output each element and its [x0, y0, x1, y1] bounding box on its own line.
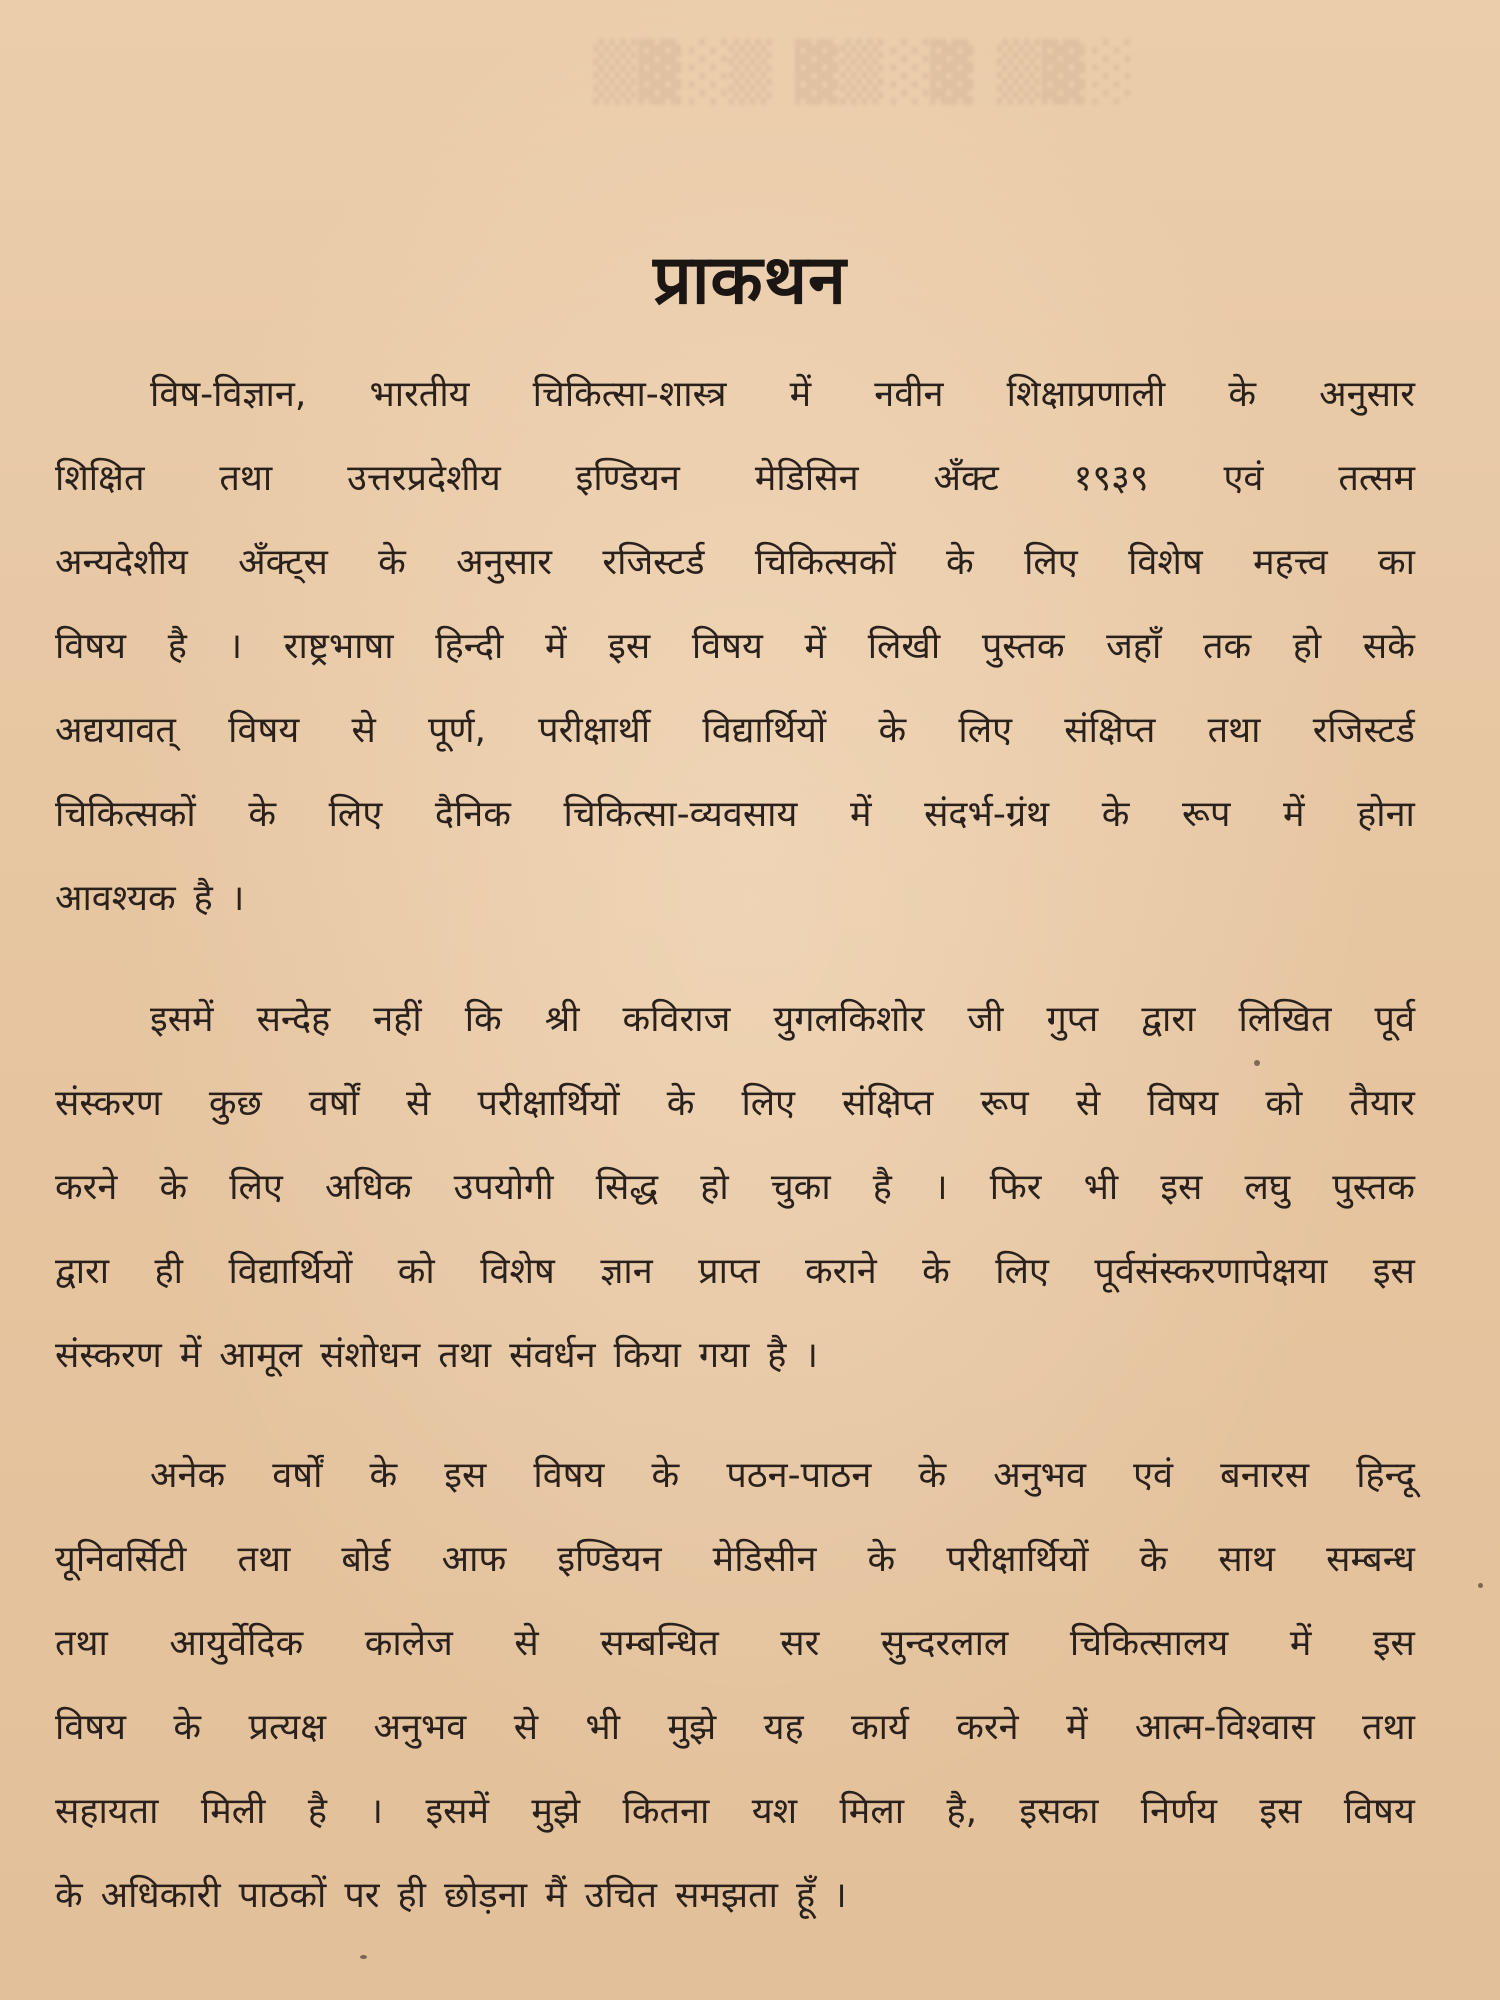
word: विशेष: [480, 1251, 555, 1292]
word: बनारस: [1220, 1455, 1310, 1496]
word: समझता: [675, 1875, 778, 1916]
word: द्वारा: [1141, 999, 1196, 1040]
word: पठन-पाठन: [726, 1455, 872, 1496]
word: है: [872, 1167, 892, 1208]
word: कराने: [805, 1251, 877, 1292]
word: चिकित्सकों: [55, 794, 196, 835]
word: इण्डियन: [575, 458, 680, 499]
word: शिक्षाप्रणाली: [1006, 374, 1166, 415]
word: विषय: [228, 710, 300, 751]
paragraph-line: [55, 773, 1415, 857]
word: रूप: [1182, 794, 1231, 835]
word: सके: [1362, 626, 1415, 667]
word: लिए: [1024, 542, 1078, 583]
word: है: [193, 878, 213, 919]
word: तक: [1202, 626, 1252, 667]
word: के: [369, 1455, 398, 1496]
word: लिए: [995, 1251, 1049, 1292]
word: मुझे: [667, 1707, 717, 1748]
word: कार्य: [850, 1707, 909, 1748]
word: संदर्भ-ग्रंथ: [924, 794, 1050, 835]
word: वर्षों: [308, 1083, 359, 1124]
word: कि: [464, 999, 502, 1040]
word: आयुर्वेदिक: [169, 1623, 304, 1664]
word: पूर्व: [1374, 999, 1415, 1040]
word: उचित: [584, 1875, 658, 1916]
word: इसमें: [150, 999, 214, 1040]
word: विशेष: [1128, 542, 1203, 583]
page-title: प्राकथन: [653, 241, 847, 320]
word: तथा: [219, 458, 273, 499]
word: भी: [585, 1707, 621, 1748]
word: यह: [763, 1707, 804, 1748]
word: पूर्वसंस्करणापेक्षया: [1094, 1251, 1328, 1292]
word: विद्यार्थियों: [702, 710, 827, 751]
word: यूनिवर्सिटी: [55, 1539, 187, 1580]
word: तथा: [1207, 710, 1261, 751]
word: बोर्ड: [341, 1539, 391, 1580]
word: ही: [154, 1251, 183, 1292]
word: इसका: [1019, 1791, 1099, 1832]
word: ।: [933, 1167, 948, 1208]
word: गुप्त: [1046, 999, 1099, 1040]
word: एवं: [1223, 458, 1264, 499]
word: ।: [833, 1875, 847, 1916]
word: है: [307, 1791, 328, 1832]
word: है,: [946, 1791, 978, 1832]
word: नहीं: [373, 999, 422, 1040]
word: रजिस्टर्ड: [602, 542, 705, 583]
word: आफ: [441, 1539, 507, 1580]
word: फिर: [989, 1167, 1042, 1208]
word: लिखी: [867, 626, 941, 667]
word: हिन्दू: [1356, 1455, 1415, 1496]
paragraph-line: [55, 353, 1415, 437]
word: परीक्षार्थी: [538, 710, 651, 751]
word: राष्ट्रभाषा: [283, 626, 394, 667]
word: मिला: [839, 1791, 905, 1832]
word: लिखित: [1238, 999, 1332, 1040]
word: से: [406, 1083, 431, 1124]
word: में: [804, 626, 827, 667]
word: विष-विज्ञान,: [150, 374, 307, 415]
word: अन्यदेशीय: [55, 542, 188, 583]
word: में: [1289, 1623, 1312, 1664]
word: ।: [369, 1791, 384, 1832]
word: मेडिसिन: [754, 458, 859, 499]
paragraph-line: [55, 1770, 1415, 1854]
word: विषय: [691, 626, 763, 667]
show-through-text: ░▓▒ ▓░▒▓ ▒░▓▒: [591, 40, 1130, 105]
word: मेडिसीन: [712, 1539, 817, 1580]
word: तथा: [1362, 1707, 1415, 1748]
word: इण्डियन: [557, 1539, 662, 1580]
paragraph-line: [55, 1230, 1415, 1314]
paragraph-2: [55, 978, 1415, 1398]
word: शिक्षित: [55, 458, 145, 499]
word: महत्त्व: [1253, 542, 1328, 583]
word: के: [946, 542, 974, 583]
word: सहायता: [55, 1791, 159, 1832]
word: उत्तरप्रदेशीय: [347, 458, 501, 499]
word: संक्षिप्त: [842, 1083, 934, 1124]
word: में: [1283, 794, 1305, 835]
word: परीक्षार्थियों: [946, 1539, 1089, 1580]
word: ज्ञान: [600, 1251, 653, 1292]
word: प्राप्त: [698, 1251, 760, 1292]
word: कालेज: [364, 1623, 453, 1664]
word: के: [922, 1251, 950, 1292]
word: के: [248, 794, 277, 835]
word: संस्करण: [55, 1083, 162, 1124]
word: सर: [780, 1623, 820, 1664]
word: गया: [698, 1335, 750, 1376]
word: के: [1139, 1539, 1168, 1580]
word: सन्देह: [256, 999, 331, 1040]
word: मुझे: [531, 1791, 581, 1832]
paper-speck: [1478, 1583, 1483, 1588]
word: आवश्यक: [55, 878, 176, 919]
word: संक्षिप्त: [1064, 710, 1156, 751]
word: में: [849, 794, 872, 835]
word: इसमें: [425, 1791, 489, 1832]
word: सम्बन्धित: [600, 1623, 719, 1664]
paragraph-line: [55, 437, 1415, 521]
word: पुस्तक: [981, 626, 1065, 667]
word: अँक्ट: [933, 458, 999, 499]
word: का: [1377, 542, 1415, 583]
paragraph-line: [55, 689, 1415, 773]
word: अधिक: [324, 1167, 412, 1208]
word: इस: [1259, 1791, 1302, 1832]
word: हिन्दी: [435, 626, 504, 667]
word: ही: [397, 1875, 426, 1916]
word: पुस्तक: [1332, 1167, 1415, 1208]
word: श्री: [544, 999, 580, 1040]
word: से: [1075, 1083, 1101, 1124]
word: तथा: [237, 1539, 291, 1580]
word: के: [651, 1455, 680, 1496]
word: के: [918, 1455, 947, 1496]
word: संस्करण: [55, 1335, 162, 1376]
word: ।: [228, 626, 243, 667]
paragraph-line: [55, 978, 1415, 1062]
word: लघु: [1244, 1167, 1291, 1208]
word: से: [513, 1707, 539, 1748]
word: इस: [1372, 1623, 1415, 1664]
word: को: [1265, 1083, 1303, 1124]
word: अँक्ट्स: [238, 542, 328, 583]
word: ।: [804, 1335, 819, 1376]
word: तथा: [438, 1335, 492, 1376]
word: पाठकों: [238, 1875, 327, 1916]
word: जी: [967, 999, 1004, 1040]
word: पूर्ण,: [428, 710, 486, 751]
word: मिली: [200, 1791, 266, 1832]
word: एवं: [1133, 1455, 1174, 1496]
word: तैयार: [1349, 1083, 1415, 1124]
word: में: [544, 626, 567, 667]
word: आत्म-विश्वास: [1134, 1707, 1315, 1748]
word: जहाँ: [1106, 626, 1162, 667]
word: में: [789, 374, 812, 415]
word: कविराज: [622, 999, 731, 1040]
paragraph-line: [55, 857, 1415, 941]
word: संवर्धन: [509, 1335, 596, 1376]
word: इस: [444, 1455, 487, 1496]
paragraph-line: [55, 1602, 1415, 1686]
word: को: [397, 1251, 435, 1292]
word: रजिस्टर्ड: [1312, 710, 1415, 751]
word: चिकित्सा-शास्त्र: [532, 374, 727, 415]
paragraph-line: [55, 521, 1415, 605]
word: विषय: [55, 1707, 127, 1748]
word: मैं: [545, 1875, 567, 1916]
paragraph-3: [55, 1434, 1415, 1938]
word: के: [878, 710, 907, 751]
word: निर्णय: [1140, 1791, 1218, 1832]
word: है: [767, 1335, 787, 1376]
paragraph-line: [55, 1062, 1415, 1146]
word: अद्ययावत्: [55, 710, 176, 751]
word: है: [167, 626, 187, 667]
word: अनुसार: [1319, 374, 1415, 415]
word: पर: [344, 1875, 380, 1916]
word: विषय: [55, 626, 127, 667]
word: हो: [700, 1167, 729, 1208]
word: संशोधन: [320, 1335, 421, 1376]
word: अनुभव: [373, 1707, 467, 1748]
paragraph-line: [55, 1146, 1415, 1230]
paragraph-line: [55, 1686, 1415, 1770]
word: तत्सम: [1338, 458, 1415, 499]
word: रूप: [980, 1083, 1029, 1124]
word: होना: [1357, 794, 1415, 835]
word: लिए: [958, 710, 1013, 751]
paragraph-line: [55, 605, 1415, 689]
word: करने: [956, 1707, 1019, 1748]
paper-speck: [1254, 1060, 1260, 1066]
word: अनुसार: [456, 542, 553, 583]
word: नवीन: [874, 374, 944, 415]
word: से: [351, 710, 376, 751]
word: १९३९: [1073, 458, 1149, 499]
word: दैनिक: [434, 794, 511, 835]
word: यश: [751, 1791, 798, 1832]
word: प्रत्यक्ष: [248, 1707, 327, 1748]
word: चिकित्सालय: [1069, 1623, 1229, 1664]
word: आमूल: [219, 1335, 303, 1376]
word: के: [173, 1707, 202, 1748]
word: के: [867, 1539, 896, 1580]
paragraph-line: [55, 1854, 1415, 1938]
word: इस: [1160, 1167, 1203, 1208]
word: युगलकिशोर: [773, 999, 925, 1040]
word: विषय: [533, 1455, 605, 1496]
word: अनेक: [150, 1455, 226, 1496]
word: में: [1065, 1707, 1088, 1748]
word: के: [1228, 374, 1256, 415]
word: विषय: [1343, 1791, 1415, 1832]
word: में: [179, 1335, 202, 1376]
word: सिद्ध: [595, 1167, 659, 1208]
word: सम्बन्ध: [1326, 1539, 1415, 1580]
word: विषय: [1147, 1083, 1219, 1124]
word: सुन्दरलाल: [880, 1623, 1009, 1664]
word: चिकित्सकों: [754, 542, 896, 583]
word: करने: [55, 1167, 118, 1208]
word: के: [1101, 794, 1130, 835]
paper-speck: [360, 1955, 367, 1959]
word: ।: [230, 878, 245, 919]
word: के: [55, 1875, 83, 1916]
word: भारतीय: [369, 374, 470, 415]
paragraph-1: [55, 353, 1415, 941]
word: के: [666, 1083, 695, 1124]
paragraph-line: [55, 1518, 1415, 1602]
paragraph-line: [55, 1434, 1415, 1518]
word: लिए: [328, 794, 383, 835]
word: हूँ: [796, 1875, 816, 1916]
word: विद्यार्थियों: [228, 1251, 353, 1292]
word: अधिकारी: [100, 1875, 221, 1916]
word: कुछ: [208, 1083, 262, 1124]
word: किया: [613, 1335, 681, 1376]
word: द्वारा: [55, 1251, 110, 1292]
word: अनुभव: [993, 1455, 1087, 1496]
word: इस: [608, 626, 651, 667]
word: इस: [1372, 1251, 1415, 1292]
word: चिकित्सा-व्यवसाय: [563, 794, 798, 835]
word: छोड़ना: [443, 1875, 528, 1916]
word: से: [514, 1623, 539, 1664]
word: के: [378, 542, 406, 583]
word: भी: [1083, 1167, 1119, 1208]
paragraph-line: [55, 1314, 1415, 1398]
word: परीक्षार्थियों: [477, 1083, 620, 1124]
word: चुका: [770, 1167, 831, 1208]
word: साथ: [1218, 1539, 1276, 1580]
word: वर्षों: [272, 1455, 323, 1496]
word: लिए: [229, 1167, 283, 1208]
word: के: [159, 1167, 188, 1208]
word: लिए: [741, 1083, 796, 1124]
word: तथा: [55, 1623, 108, 1664]
word: कितना: [622, 1791, 710, 1832]
word: हो: [1292, 626, 1322, 667]
word: उपयोगी: [453, 1167, 554, 1208]
